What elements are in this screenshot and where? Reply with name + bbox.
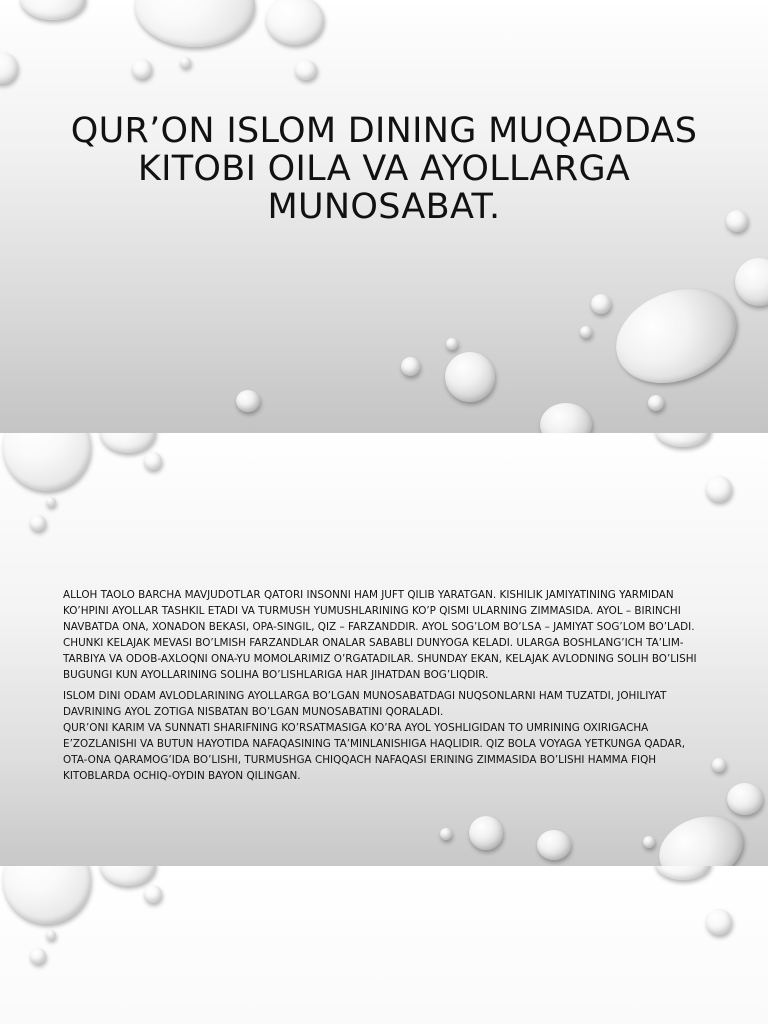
water-drop-decoration — [648, 395, 664, 411]
water-drop-decoration — [602, 272, 750, 400]
water-drop-decoration — [706, 909, 732, 935]
water-drop-decoration — [540, 403, 592, 433]
water-drop-decoration — [30, 515, 46, 531]
water-drop-decoration — [266, 0, 324, 45]
water-drop-decoration — [132, 59, 152, 79]
water-drop-decoration — [3, 866, 91, 924]
water-drop-decoration — [46, 930, 56, 940]
water-drop-decoration — [580, 326, 592, 338]
water-drop-decoration — [20, 0, 86, 20]
water-drop-decoration — [469, 816, 503, 850]
water-drop-decoration — [655, 433, 711, 447]
water-drop-decoration — [3, 433, 91, 491]
water-drop-decoration — [401, 357, 420, 376]
water-drop-decoration — [236, 390, 260, 412]
water-drop-decoration — [712, 758, 726, 772]
water-drop-decoration — [591, 294, 611, 314]
slide-title — [0, 0, 768, 433]
water-drop-decoration — [726, 210, 748, 232]
slide-content — [0, 433, 768, 866]
slide-partial — [0, 866, 768, 1024]
water-drop-decoration — [446, 338, 458, 350]
water-drop-decoration — [46, 497, 56, 507]
paragraph: QUR’ONI KARIM VA SUNNATI SHARIFNING KO’RSATMASIGA KO’RA AYOL YOSHLIGIDAN TO UMRINING OXIRIGACHA E’ZOZLANISHI VA BUTUN HAYOTIDA NAFAQASINING TA’MINLANISHIGA HAQLIDIR. QIZ BOLA VOYAGA YETKUNGA QADAR, OTA-ONA QARAMOG’IDA BO’LISHI, TURMUSHGA CHIQQACH NAFAQASI ERINING ZIMMASIDA BO’LISHI HAMMA FIQH KITOBLARDA OCHIQ-OYDIN BAYON QILINGAN. — [63, 722, 686, 782]
slide-title-text: QUR’ON ISLOM DINING MUQADDAS KITOBI OILA VA AYOLLARGA MUNOSABAT. — [70, 111, 698, 227]
water-drop-decoration — [30, 948, 46, 964]
water-drop-decoration — [295, 60, 317, 80]
water-drop-decoration — [100, 866, 156, 886]
water-drop-decoration — [537, 830, 571, 860]
water-drop-decoration — [706, 476, 732, 502]
water-drop-decoration — [655, 866, 711, 880]
water-drop-decoration — [650, 805, 752, 866]
water-drop-decoration — [144, 452, 162, 470]
water-drop-decoration — [735, 258, 768, 306]
water-drop-decoration — [135, 0, 255, 47]
water-drop-decoration — [643, 836, 655, 848]
water-drop-decoration — [445, 352, 495, 402]
paragraph: ISLOM DINI ODAM AVLODLARINING AYOLLARGA BO’LGAN MUNOSABATDAGI NUQSONLARNI HAM TUZATDI, JOHILIYAT DAVRINING AYOL ZOTIGA NISBATAN BO’LGAN MUNOSABATINI QORALADI. — [63, 690, 667, 718]
water-drop-decoration — [440, 828, 452, 840]
slide-body-text — [63, 587, 707, 789]
water-drop-decoration — [180, 57, 191, 68]
water-drop-decoration — [727, 783, 763, 815]
paragraph: ALLOH TAOLO BARCHA MAVJUDOTLAR QATORI INSONNI HAM JUFT QILIB YARATGAN. KISHILIK JAMIYATINING YARMIDAN KO’HPINI AYOLLAR TASHKIL ETADI VA TURMUSH YUMUSHLARINING KO’P QISMI ULARNING ZIMMASIDA. AYOL – BIRINCHI NAVBATDA ONA, XONADON BEKASI, OPA-SINGIL, QIZ – FARZANDDIR. AYOL SOG’LOM BO’LSA – JAMIYAT SOG’LOM BO’LADI. CHUNKI KELAJAK MEVASI BO’LMISH FARZANDLAR ONALAR SABABLI DUNYOGA KELADI. ULARGA BOSHLANG’ICH TA’LIM-TARBIYA VA ODOB-AXLOQNI ONA-YU MOMOLARIMIZ O’RGATADILAR. SHUNDAY EKAN, KELAJAK AVLODNING SOLIH BO’LISHI BUGUNGI KUN AYOLLARINING SOLIHA BO’LISHLARIGA HAR JIHATDAN BOG’LIQDIR. — [63, 589, 697, 681]
water-drop-decoration — [144, 885, 162, 903]
water-drop-decoration — [100, 433, 156, 453]
water-drop-decoration — [0, 52, 18, 84]
